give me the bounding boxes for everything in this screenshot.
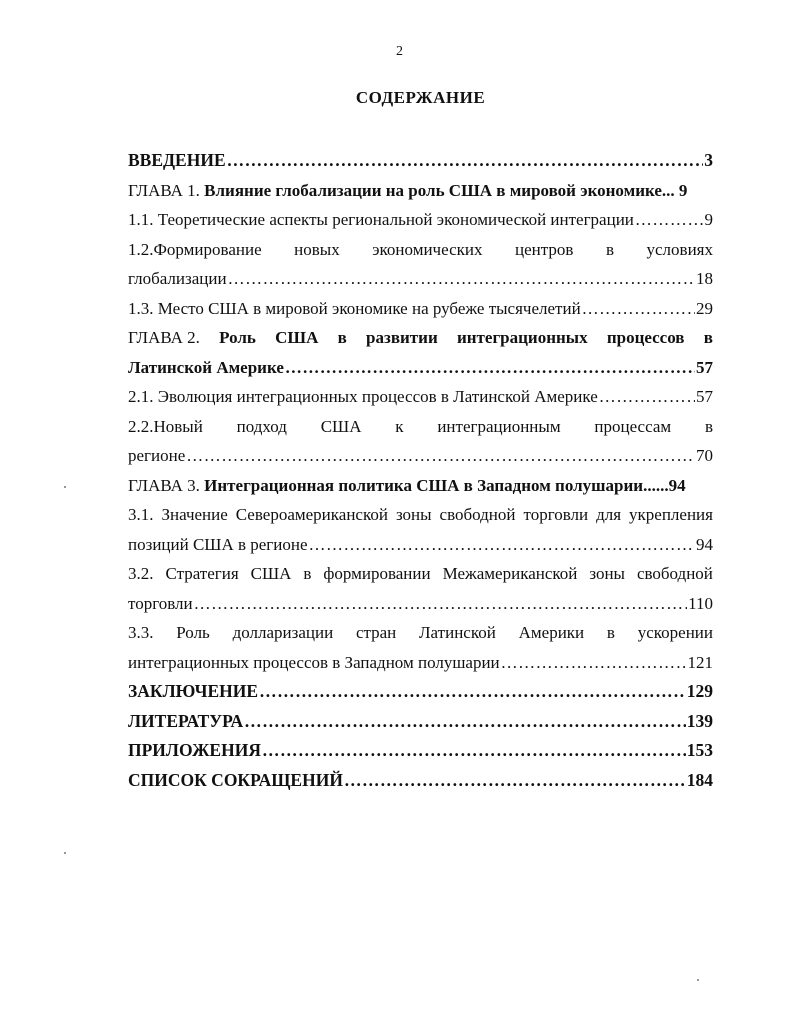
toc-heading: СОДЕРЖАНИЕ [355,88,486,107]
chapter-label: ГЛАВА 2. [128,328,200,347]
toc-entry-chapter-1[interactable] [128,176,713,206]
toc-entry-abbreviations[interactable] [128,766,713,796]
toc-word: интеграционных [456,328,588,347]
toc-entry-page: 94 [696,534,713,554]
toc-entry-title: 2.1. Эволюция интеграционных процессов в Латинской Америке [128,387,598,406]
toc-entry-page: 139 [686,710,713,731]
toc-word: центров [515,239,574,259]
toc-entry-section-1-3[interactable] [128,294,713,324]
toc-word: формировании [323,564,431,583]
toc-entry-page: 184 [686,769,713,790]
toc-word: свободной [439,505,516,524]
toc-entry-title: СПИСОК СОКРАЩЕНИЙ [128,769,343,790]
toc-word: новых [294,239,340,259]
toc-entry-page: 29 [696,298,713,318]
toc-entry-appendices[interactable] [128,736,713,766]
toc-word: Латинской [419,623,496,642]
toc-word: США [250,564,292,583]
table-of-contents [128,146,713,795]
toc-word: Роль [219,328,256,347]
dot-leader [259,677,686,707]
toc-word: процессам [594,416,672,436]
toc-entry-page: 129 [686,681,713,701]
toc-word: в [606,623,615,642]
toc-word: ускорении [637,623,713,642]
toc-word: зоны [589,564,625,583]
toc-word: к [395,416,404,436]
toc-word: укрепления [629,505,713,524]
page-number: 2 [396,44,403,59]
toc-entry-section-3-3[interactable] [128,618,713,648]
toc-entry-section-2-1[interactable] [128,382,713,412]
chapter-label: ГЛАВА 3. [128,475,200,495]
toc-entry-section-2-2[interactable] [128,412,713,442]
toc-entry-section-3-1-cont[interactable] [128,530,713,560]
dot-leader [244,707,686,737]
toc-entry-section-3-1[interactable] [128,500,713,530]
toc-word: Америки [518,623,585,642]
toc-entry-title: 1.3. Место США в мировой экономике на рубеже тысячелетий [128,298,581,318]
toc-entry-section-2-2-cont[interactable] [128,441,713,471]
toc-word: торговли [523,505,589,524]
dot-leader [635,205,704,235]
toc-word: Североамериканской [235,505,388,524]
scan-speck [697,979,699,981]
dot-leader [582,294,695,324]
toc-entry-page: 9 [678,180,688,200]
toc-word: Роль [176,623,210,642]
dot-leader: ...... [643,475,669,495]
toc-word: Стратегия [165,564,239,583]
scan-speck [64,852,66,854]
dot-leader [309,530,695,560]
toc-entry-page: 153 [686,740,713,760]
toc-word: 1.2.Формирование [128,239,262,259]
toc-entry-conclusion[interactable] [128,677,713,707]
toc-entry-title: ПРИЛОЖЕНИЯ [128,740,261,760]
toc-word: Значение [161,505,228,524]
toc-entry-section-1-2-cont[interactable] [128,264,713,294]
toc-entry-introduction[interactable] [128,146,713,176]
toc-entry-title: позиций США в регионе [128,534,308,554]
toc-entry-literature[interactable] [128,707,713,737]
toc-entry-page: 9 [704,210,713,229]
toc-entry-title: интеграционных процессов в Западном полушарии [128,652,500,672]
toc-entry-section-3-2-cont[interactable] [128,589,713,619]
toc-entry-page: 57 [696,357,713,377]
toc-entry-page: 110 [688,593,713,613]
toc-entry-page: 3 [704,150,713,170]
toc-entry-title: ЛИТЕРАТУРА [128,710,244,731]
toc-word: в [703,328,713,347]
toc-entry-chapter-2-cont[interactable] [128,353,713,383]
toc-word: развитии [366,328,438,347]
toc-word: 3.2. [128,564,154,583]
toc-word: в [303,564,312,583]
toc-word: 3.3. [128,623,154,642]
toc-entry-section-1-1[interactable] [128,205,713,235]
dot-leader [344,766,686,796]
toc-word: условиях [646,239,713,259]
toc-entry-page: 18 [696,269,713,288]
toc-entry-page: 57 [696,387,713,406]
toc-entry-page: 70 [696,446,713,465]
dot-leader [228,264,695,294]
toc-word: в [704,416,713,436]
toc-word: стран [355,623,397,642]
toc-entry-chapter-3[interactable] [128,471,713,501]
toc-entry-title: ВВЕДЕНИЕ [128,150,226,170]
toc-entry-section-1-2[interactable] [128,235,713,265]
toc-word: США [275,328,319,347]
scan-speck [64,486,66,488]
toc-entry-page: 94 [668,475,686,495]
toc-word: экономических [372,239,483,259]
toc-word: в [605,239,614,259]
dot-leader [501,648,687,678]
toc-entry-title: ЗАКЛЮЧЕНИЕ [128,681,259,701]
dot-leader [262,736,686,766]
toc-word: США [320,416,362,436]
toc-entry-title: 1.1. Теоретические аспекты региональной экономической интеграции [128,210,634,229]
dot-leader [285,353,695,383]
toc-word: долларизации [232,623,334,642]
toc-entry-title: Влияние глобализации на роль США в мировой экономике [204,180,662,200]
toc-entry-chapter-2[interactable] [128,323,713,353]
toc-word: процессов [606,328,685,347]
dot-leader: ... [661,180,679,200]
dot-leader [227,146,704,176]
toc-word: в [337,328,347,347]
toc-entry-section-3-3-cont[interactable] [128,648,713,678]
dot-leader [186,441,695,471]
toc-word: подход [236,416,287,436]
toc-word: Межамериканской [442,564,578,583]
toc-entry-title: Латинской Америке [128,357,284,377]
dot-leader [194,589,687,619]
dot-leader [599,382,695,412]
toc-word: зоны [395,505,432,524]
toc-entry-title: Интеграционная политика США в Западном полушарии [204,475,644,495]
toc-word: для [596,505,622,524]
toc-entry-title: торговли [128,593,193,613]
toc-word: свободной [636,564,713,583]
chapter-label: ГЛАВА 1. [128,180,200,200]
toc-entry-section-3-2[interactable] [128,559,713,589]
toc-entry-page: 121 [687,652,713,672]
toc-word: 2.2.Новый [128,416,203,436]
toc-entry-title: регионе [128,446,186,465]
toc-word: 3.1. [128,505,154,524]
toc-entry-title: глобализации [128,269,227,288]
toc-word: интеграционным [437,416,561,436]
